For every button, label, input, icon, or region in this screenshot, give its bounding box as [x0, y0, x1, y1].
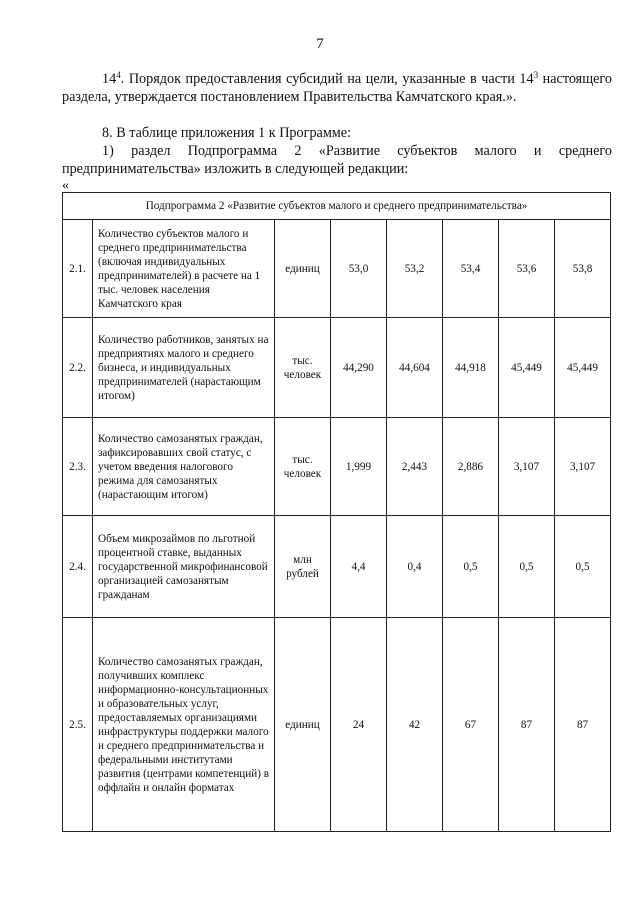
- clause-number: 14: [102, 71, 117, 87]
- row-number: 2.1.: [63, 220, 93, 318]
- table-row: [63, 220, 611, 318]
- unit-of-measure: тыс. человек: [275, 318, 331, 418]
- row-number: 2.3.: [63, 418, 93, 516]
- row-number: 2.2.: [63, 318, 93, 418]
- table-row: [63, 418, 611, 516]
- clause-superscript: 4: [116, 70, 121, 80]
- item-8-text: 8. В таблице приложения 1 к Программе:: [102, 125, 352, 141]
- indicator-value: 2,443: [387, 418, 443, 516]
- indicator-value: 45,449: [555, 318, 611, 418]
- indicator-value: 44,290: [331, 318, 387, 418]
- row-number: 2.5.: [63, 618, 93, 832]
- table-row: [63, 516, 611, 618]
- indicator-value: 2,886: [443, 418, 499, 516]
- indicator-value: 45,449: [499, 318, 555, 418]
- indicator-name: Количество самозанятых граждан, получивших комплекс информационно-консультационных и образовательных услуг, предоставляемых организациями инфраструктуры поддержки малого и среднего предпринимательства и федеральными институтами развития (центрами компетенций) в оффлайн и онлайн форматах: [93, 618, 275, 832]
- table-row: [63, 618, 611, 832]
- unit-of-measure: тыс. человек: [275, 418, 331, 516]
- indicator-value: 0,4: [387, 516, 443, 618]
- indicator-value: 0,5: [443, 516, 499, 618]
- indicator-value: 0,5: [499, 516, 555, 618]
- indicator-value: 3,107: [499, 418, 555, 516]
- table-row: [63, 318, 611, 418]
- table-header-row: [63, 193, 611, 220]
- paragraph-item-8: [62, 124, 612, 142]
- subprogram-header: Подпрограмма 2 «Развитие субъектов малого и среднего предпринимательства»: [63, 193, 611, 220]
- indicator-value: 1,999: [331, 418, 387, 516]
- indicator-value: 44,604: [387, 318, 443, 418]
- indicator-value: 53,0: [331, 220, 387, 318]
- indicator-value: 87: [555, 618, 611, 832]
- indicator-name: Количество работников, занятых на предприятиях малого и среднего бизнеса, и индивидуальных предпринимателей (нарастающим итогом): [93, 318, 275, 418]
- clause-text-b: настоящего раздела, утверждается постановлением Правительства Камчатского края.».: [62, 71, 612, 105]
- paragraph-subitem-1: [62, 142, 612, 178]
- indicator-value: 53,2: [387, 220, 443, 318]
- page-number: 7: [316, 36, 324, 52]
- indicator-value: 3,107: [555, 418, 611, 516]
- reference-superscript: 3: [533, 70, 539, 80]
- indicator-value: 0,5: [555, 516, 611, 618]
- unit-of-measure: млн рублей: [275, 516, 331, 618]
- indicator-value: 53,8: [555, 220, 611, 318]
- opening-quote: «: [62, 178, 69, 193]
- subitem-1-text: 1) раздел Подпрограмма 2 «Развитие субъектов малого и среднего предпринимательства» изложить в следующей редакции:: [62, 143, 612, 177]
- unit-of-measure: единиц: [275, 618, 331, 832]
- indicator-name: Объем микрозаймов по льготной процентной ставке, выданных государственной микрофинансовой организацией самозанятым гражданам: [93, 516, 275, 618]
- indicator-value: 42: [387, 618, 443, 832]
- indicator-name: Количество самозанятых граждан, зафиксировавших свой статус, с учетом введения налогового режима для самозанятых (нарастающим итогом): [93, 418, 275, 516]
- indicator-name: Количество субъектов малого и среднего предпринимательства (включая индивидуальных предпринимателей) в расчете на 1 тыс. человек населения Камчатского края: [93, 220, 275, 318]
- indicators-table: [62, 192, 611, 832]
- clause-text-a: . Порядок предоставления субсидий на цели, указанные в части 14: [120, 71, 534, 87]
- indicator-value: 24: [331, 618, 387, 832]
- indicator-value: 67: [443, 618, 499, 832]
- unit-of-measure: единиц: [275, 220, 331, 318]
- paragraph-14-4: [62, 70, 612, 106]
- indicator-value: 87: [499, 618, 555, 832]
- indicator-value: 53,6: [499, 220, 555, 318]
- indicator-value: 4,4: [331, 516, 387, 618]
- indicator-value: 53,4: [443, 220, 499, 318]
- indicator-value: 44,918: [443, 318, 499, 418]
- row-number: 2.4.: [63, 516, 93, 618]
